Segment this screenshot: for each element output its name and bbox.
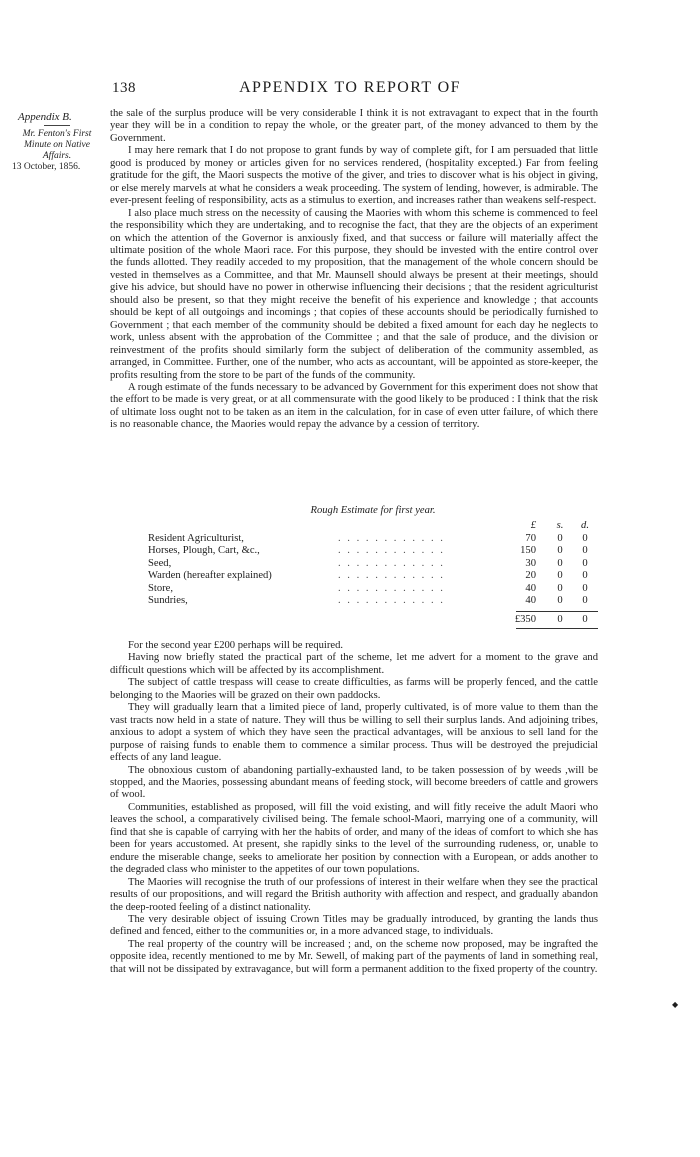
paragraph: Having now briefly stated the practical part of the scheme, let me advert for a moment to the grave and difficult questions which will be affected by its accomplishment. bbox=[110, 652, 598, 676]
estimate-shillings: 0 bbox=[557, 570, 563, 582]
running-title: APPENDIX TO REPORT OF bbox=[239, 79, 461, 96]
paragraph: The Maories will recognise the truth of our professions of interest in their welfare when they see the practical results of our propositions, and will regard the British authority with affection and respect, and gradually abandon the deep-rooted feeling of a distinct nationality. bbox=[110, 876, 598, 913]
margin-note-line-2: Minute on Native bbox=[24, 140, 90, 150]
estimate-item: Resident Agriculturist, bbox=[148, 532, 244, 544]
paragraph: For the second year £200 perhaps will be required. bbox=[128, 640, 344, 651]
estimate-row bbox=[148, 545, 598, 557]
paragraph: A rough estimate of the funds necessary to be advanced by Government for this experiment does not show that the effort to be made is very great, or at all commensurate with the good likely to be produced : I think that the risk of ultimate loss ought not to be taken as an item in the calculation, for in case of even utter failure, of which there is no reasonable chance, the Maories would repay the advance by a cession of territory. bbox=[110, 381, 598, 431]
estimate-shillings: 0 bbox=[557, 532, 563, 544]
estimate-pounds: 20 bbox=[525, 570, 536, 582]
estimate-pence: 0 bbox=[582, 557, 588, 569]
shillings-header: s. bbox=[556, 520, 564, 532]
paragraph: the sale of the surplus produce will be very considerable I think it is not extravagant to expect that in the fourth year they will be in a condition to repay the whole, or the greater part, of the money advanced to them by the Government. bbox=[110, 108, 598, 144]
paragraph: The very desirable object of issuing Crown Titles may be gradually introduced, by granting the lands thus defined and fenced, either to the communities or, in a more advanced stage, to individuals. bbox=[110, 913, 598, 938]
total-shillings: 0 bbox=[557, 613, 563, 625]
paragraph: I also place much stress on the necessity of causing the Maories with whom this scheme is commenced to feel the responsibility which they are undertaking, and to recognise the fact, that they are the objects of an experiment on which the attention of the Governor is anxiously fixed, and that success or failure will materially affect the ultimate position of the whole Maori race. For this purpose, they should be invested with the entire control over the funds allotted. They readily acceded to my proposition, that the management of the whole concern should be vested in themselves as a Committee, and that Mr. Maunsell should always be present at their meetings, should give his advice, but should have no power in otherwise influencing their decisions ; that the resident agriculturist should also be present, so that they might receive the benefit of his experience and knowledge ; that accounts should be kept of all outgoings and incomings ; that copies of these accounts should be periodically furnished to Government ; that each member of the community should be debited a fixed amount for each day he neglects to work, unless absent with the approbation of the Committee ; and that the sale of produce, and the division or reinvestment of the profits should similarly form the subject of deliberation of the community assembled, as arranged, in Committee. Further, one of the number, who acts as accountant, will be appointed as store-keeper, the profits resulting from the store to be part of the funds of the community. bbox=[110, 207, 598, 381]
leader-dots: . . . . . . . . . . . . bbox=[338, 570, 445, 582]
estimate-row bbox=[148, 558, 598, 570]
margin-rule bbox=[44, 125, 70, 126]
margin-note-line-3: Affairs. bbox=[42, 151, 72, 161]
estimate-item: Store, bbox=[148, 582, 174, 594]
leader-dots: . . . . . . . . . . . . bbox=[338, 582, 445, 594]
estimate-row bbox=[148, 583, 598, 595]
estimate-item: Warden (hereafter explained) bbox=[148, 570, 272, 582]
estimate-pence: 0 bbox=[582, 570, 588, 582]
total-pence: 0 bbox=[582, 613, 588, 625]
estimate-shillings: 0 bbox=[557, 557, 563, 569]
estimate-pence: 0 bbox=[582, 595, 588, 607]
estimate-shillings: 0 bbox=[557, 582, 563, 594]
estimate-row bbox=[148, 533, 598, 545]
margin-date: 13 October, 1856. bbox=[12, 162, 81, 172]
estimate-table bbox=[148, 505, 598, 630]
estimate-item: Horses, Plough, Cart, &c., bbox=[148, 545, 260, 557]
pence-header: d. bbox=[581, 520, 589, 532]
margin-note bbox=[12, 112, 102, 173]
estimate-total-row bbox=[148, 614, 598, 626]
estimate-shillings: 0 bbox=[557, 595, 563, 607]
estimate-item: Seed, bbox=[148, 557, 172, 569]
leader-dots: . . . . . . . . . . . . bbox=[338, 595, 445, 607]
estimate-pounds: 40 bbox=[525, 582, 536, 594]
paragraph: The real property of the country will be increased ; and, on the scheme now proposed, may be ingrafted the opposite idea, recently mentioned to me by Mr. Sewell, of making part of the payments of land in something real, that will not be dissipated by extravagance, but will form a permanent addition to the fixed property of the country. bbox=[110, 938, 598, 975]
leader-dots: . . . . . . . . . . . . bbox=[338, 532, 445, 544]
page-number: 138 bbox=[112, 80, 136, 96]
estimate-pounds: 30 bbox=[525, 557, 536, 569]
estimate-row bbox=[148, 595, 598, 607]
paragraph: Communities, established as proposed, will fill the void existing, and will fitly receive the adult Maori who leaves the school, a comparatively civilised being. The female school-Maori, marrying one of a community, will find that she is capable of carrying with her the habits of order, and many of the ideas of comfort to which she has been for years accustomed. At present, she rapidly sinks to the level of the surrounding rudeness, or, unable to endure the miserable change, seeks to ameliorate her position by connection with a European, or adds another to the degraded class who minister to the appetites of our town populations. bbox=[110, 801, 598, 876]
appendix-label: Appendix B. bbox=[18, 111, 72, 123]
pounds-header: £ bbox=[530, 520, 536, 532]
paragraph: The subject of cattle trespass will cease to create difficulties, as farms will be properly fenced, and the cattle belonging to the Maories will be grazed on their own paddocks. bbox=[110, 677, 598, 701]
leader-dots: . . . . . . . . . . . . bbox=[338, 557, 445, 569]
leader-dots: . . . . . . . . . . . . bbox=[338, 545, 445, 557]
estimate-pounds: 40 bbox=[525, 595, 536, 607]
body-text-top bbox=[110, 108, 598, 432]
estimate-pence: 0 bbox=[582, 545, 588, 557]
body-text-bottom bbox=[110, 640, 598, 976]
paragraph: They will gradually learn that a limited piece of land, properly cultivated, is of more value to them than the vast tracts now held in a state of nature. They will thus be willing to sell their surplus lands. And adjoining tribes, anxious to adopt a system of which they have seen the practical advantages, will be anxious to sell land for the purpose of raising funds to enable them to commence a similar process. Thus will be destroyed the prejudicial effects of any land league. bbox=[110, 702, 598, 764]
paragraph: I may here remark that I do not propose to grant funds by way of complete gift, for I am persuaded that little good is produced by money or articles given for no services rendered, (hospitality excepted.) Far from feeling gratitude for the gift, the Maori suspects the motive of the giver, and tries to discover what is his object in giving, or else merely marvels at what he considers a weak proceeding. The system of lending, however, is admirable. The ever-present feeling of responsibility, acts as a stimulus to exertion, and increases rather than weakens self-respect. bbox=[110, 145, 598, 207]
estimate-pence: 0 bbox=[582, 532, 588, 544]
estimate-row bbox=[148, 570, 598, 582]
estimate-pence: 0 bbox=[582, 582, 588, 594]
paragraph: The obnoxious custom of abandoning partially-exhausted land, to be taken possession of by weeds ,will be stopped, and the Maories, possessing abundant means of feeding stock, will become breeders of cattle and growers of wool. bbox=[110, 764, 598, 801]
estimate-shillings: 0 bbox=[557, 545, 563, 557]
page-mark-icon: ◆ bbox=[672, 1000, 679, 1009]
currency-header bbox=[148, 520, 598, 532]
estimate-title: Rough Estimate for first year. bbox=[310, 505, 436, 516]
total-pounds: £350 bbox=[514, 613, 536, 625]
estimate-item: Sundries, bbox=[148, 595, 188, 607]
estimate-pounds: 70 bbox=[525, 532, 536, 544]
estimate-pounds: 150 bbox=[520, 545, 536, 557]
margin-note-line-1: Mr. Fenton's First bbox=[22, 129, 92, 139]
total-rule bbox=[148, 626, 598, 630]
